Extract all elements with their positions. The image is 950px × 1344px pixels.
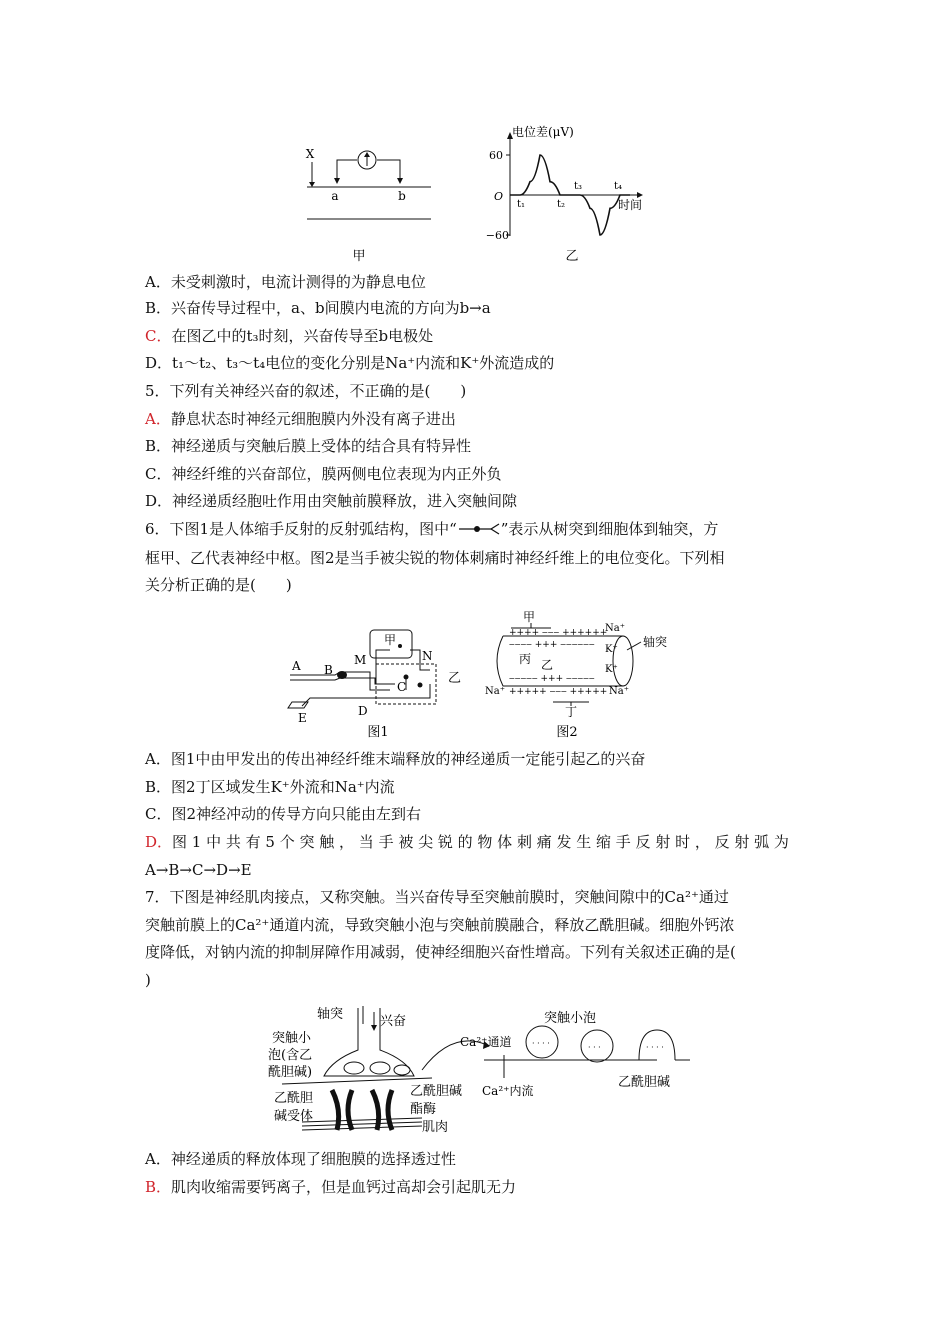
figure-1-caption: 图1 <box>367 725 389 740</box>
neuron-symbol-icon <box>457 522 501 536</box>
q7-option-b: B．肌肉收缩需要钙离子，但是血钙过高却会引起肌无力 <box>145 1178 517 1196</box>
svg-text:Ca²⁺内流: Ca²⁺内流 <box>482 1084 534 1098</box>
q4-option-c: C．在图乙中的t₃时刻，兴奋传导至b电极处 <box>145 327 434 345</box>
svg-text:兴奋: 兴奋 <box>380 1014 407 1029</box>
svg-text:乙: 乙 <box>448 671 462 686</box>
origin-label: O <box>493 190 503 203</box>
q6-option-c: C．图2神经冲动的传导方向只能由左到右 <box>145 805 422 823</box>
svg-text:· · · ·: · · · · <box>532 1039 550 1048</box>
svg-text:Ca²⁺通道: Ca²⁺通道 <box>460 1035 512 1049</box>
tick-neg60: −60 <box>485 229 509 242</box>
electrode-b-label: b <box>398 189 406 203</box>
svg-text:E: E <box>298 711 307 725</box>
q5-option-d: D．神经递质经胞吐作用由突触前膜释放，进入突触间隙 <box>145 492 518 510</box>
q5-option-a: A．静息状态时神经元细胞膜内外没有离子进出 <box>145 410 456 428</box>
svg-text:酰胆碱): 酰胆碱) <box>268 1065 313 1080</box>
svg-text:泡(含乙: 泡(含乙 <box>268 1048 313 1063</box>
svg-text:A: A <box>292 659 301 673</box>
q6-option-d-cont: A→B→C→D→E <box>145 861 252 879</box>
q7-stem-line-3: 度降低，对钠内流的抑制屏障作用减弱，使神经细胞兴奋性增高。下列有关叙述正确的是( <box>145 943 736 961</box>
q4-option-d: D．t₁～t₂、t₃～t₄电位的变化分别是Na⁺内流和K⁺外流造成的 <box>145 354 555 372</box>
t2-label: t₂ <box>557 199 566 210</box>
q7-option-a: A．神经递质的释放体现了细胞膜的选择透过性 <box>145 1150 456 1168</box>
svg-text:乙酰胆: 乙酰胆 <box>274 1091 314 1106</box>
q5-stem: 5．下列有关神经兴奋的叙述，不正确的是( ) <box>145 382 467 400</box>
svg-text:突触小: 突触小 <box>272 1031 312 1046</box>
t3-label: t₃ <box>574 181 583 192</box>
figure-nerve-fiber <box>483 606 683 742</box>
svg-text:‒‒‒‒‒ +++ ‒‒‒‒‒: ‒‒‒‒‒ +++ ‒‒‒‒‒ <box>509 674 595 684</box>
svg-text:Na⁺: Na⁺ <box>609 686 629 697</box>
svg-text:丙: 丙 <box>519 652 532 666</box>
q6-stem-line-2: 框甲、乙代表神经中枢。图2是当手被尖锐的物体刺痛时神经纤维上的电位变化。下列相 <box>145 549 725 567</box>
q4-option-b: B．兴奋传导过程中，a、b间膜内电流的方向为b→a <box>145 299 491 317</box>
q4-option-a: A．未受刺激时，电流计测得的为静息电位 <box>145 273 426 291</box>
svg-text:轴突: 轴突 <box>643 635 668 649</box>
q6-option-b: B．图2丁区域发生K⁺外流和Na⁺内流 <box>145 778 395 796</box>
figure-yi-caption: 乙 <box>565 249 579 264</box>
figure-jia <box>295 140 445 265</box>
q5-option-b: B．神经递质与突触后膜上受体的结合具有特异性 <box>145 437 472 455</box>
svg-text:+++++ ‒‒‒ +++++: +++++ ‒‒‒ +++++ <box>509 687 608 697</box>
svg-text:K⁺: K⁺ <box>605 644 618 655</box>
svg-text:甲: 甲 <box>523 610 536 624</box>
stimulus-x-label: X <box>305 147 315 161</box>
svg-text:丁: 丁 <box>565 705 578 719</box>
t4-label: t₄ <box>614 181 623 192</box>
x-axis-label: 时间 <box>618 198 643 212</box>
svg-text:碱受体: 碱受体 <box>274 1109 314 1124</box>
tick-60: 60 <box>489 149 503 162</box>
svg-text:B: B <box>324 663 333 677</box>
svg-text:M: M <box>354 653 367 667</box>
svg-text:++++ ‒‒‒ ++++++: ++++ ‒‒‒ ++++++ <box>509 628 608 638</box>
svg-text:甲: 甲 <box>384 633 397 647</box>
q7-stem-line-4: ) <box>145 971 151 989</box>
y-axis-label: 电位差(μV) <box>512 125 574 139</box>
t1-label: t₁ <box>517 199 526 210</box>
q6-stem-line-3: 关分析正确的是( ) <box>145 576 292 594</box>
svg-text:乙酰胆碱: 乙酰胆碱 <box>410 1084 463 1099</box>
figure-2-caption: 图2 <box>556 725 578 740</box>
svg-text:C: C <box>397 680 407 694</box>
figure-yi-chart <box>480 122 650 267</box>
q6-stem-line-1: 6．下图1是人体缩手反射的反射弧结构，图中“ ”表示从树突到细胞体到轴突，方 <box>145 520 719 538</box>
q7-stem-line-2: 突触前膜上的Ca²⁺通道内流，导致突触小泡与突触前膜融合，释放乙酰胆碱。细胞外钙浓 <box>145 916 735 934</box>
svg-text:肌肉: 肌肉 <box>422 1120 449 1135</box>
svg-text:D: D <box>358 704 368 718</box>
figure-neuromuscular-junction <box>262 1000 692 1140</box>
q5-option-c: C．神经纤维的兴奋部位，膜两侧电位表现为内正外负 <box>145 465 502 483</box>
figure-reflex-arc <box>280 620 475 740</box>
svg-text:· · · ·: · · · · <box>646 1043 664 1052</box>
svg-text:乙: 乙 <box>541 658 554 672</box>
q6-option-a: A．图1中由甲发出的传出神经纤维末端释放的神经递质一定能引起乙的兴奋 <box>145 750 646 768</box>
svg-text:酯酶: 酯酶 <box>410 1102 437 1117</box>
svg-text:· · ·: · · · <box>588 1043 601 1052</box>
q6-option-d: D．图 1 中 共 有 5 个 突 触 ， 当 手 被 尖 锐 的 物 体 刺 痛 发 生 缩 手 反 射 时 ， 反 射 弧 为 <box>145 833 789 851</box>
svg-text:N: N <box>422 649 433 663</box>
svg-text:‒‒‒‒ +++ ‒‒‒‒‒‒: ‒‒‒‒ +++ ‒‒‒‒‒‒ <box>509 640 595 650</box>
figure-jia-caption: 甲 <box>352 249 366 264</box>
svg-text:乙酰胆碱: 乙酰胆碱 <box>618 1075 671 1090</box>
svg-text:轴突: 轴突 <box>317 1007 344 1022</box>
q7-stem-line-1: 7．下图是神经肌肉接点，又称突触。当兴奋传导至突触前膜时，突触间隙中的Ca²⁺通过 <box>145 888 729 906</box>
electrode-a-label: a <box>331 189 339 203</box>
svg-text:Na⁺: Na⁺ <box>485 686 505 697</box>
svg-text:K⁺: K⁺ <box>605 664 618 675</box>
svg-text:Na⁺: Na⁺ <box>605 623 625 634</box>
svg-text:突触小泡: 突触小泡 <box>544 1011 597 1026</box>
